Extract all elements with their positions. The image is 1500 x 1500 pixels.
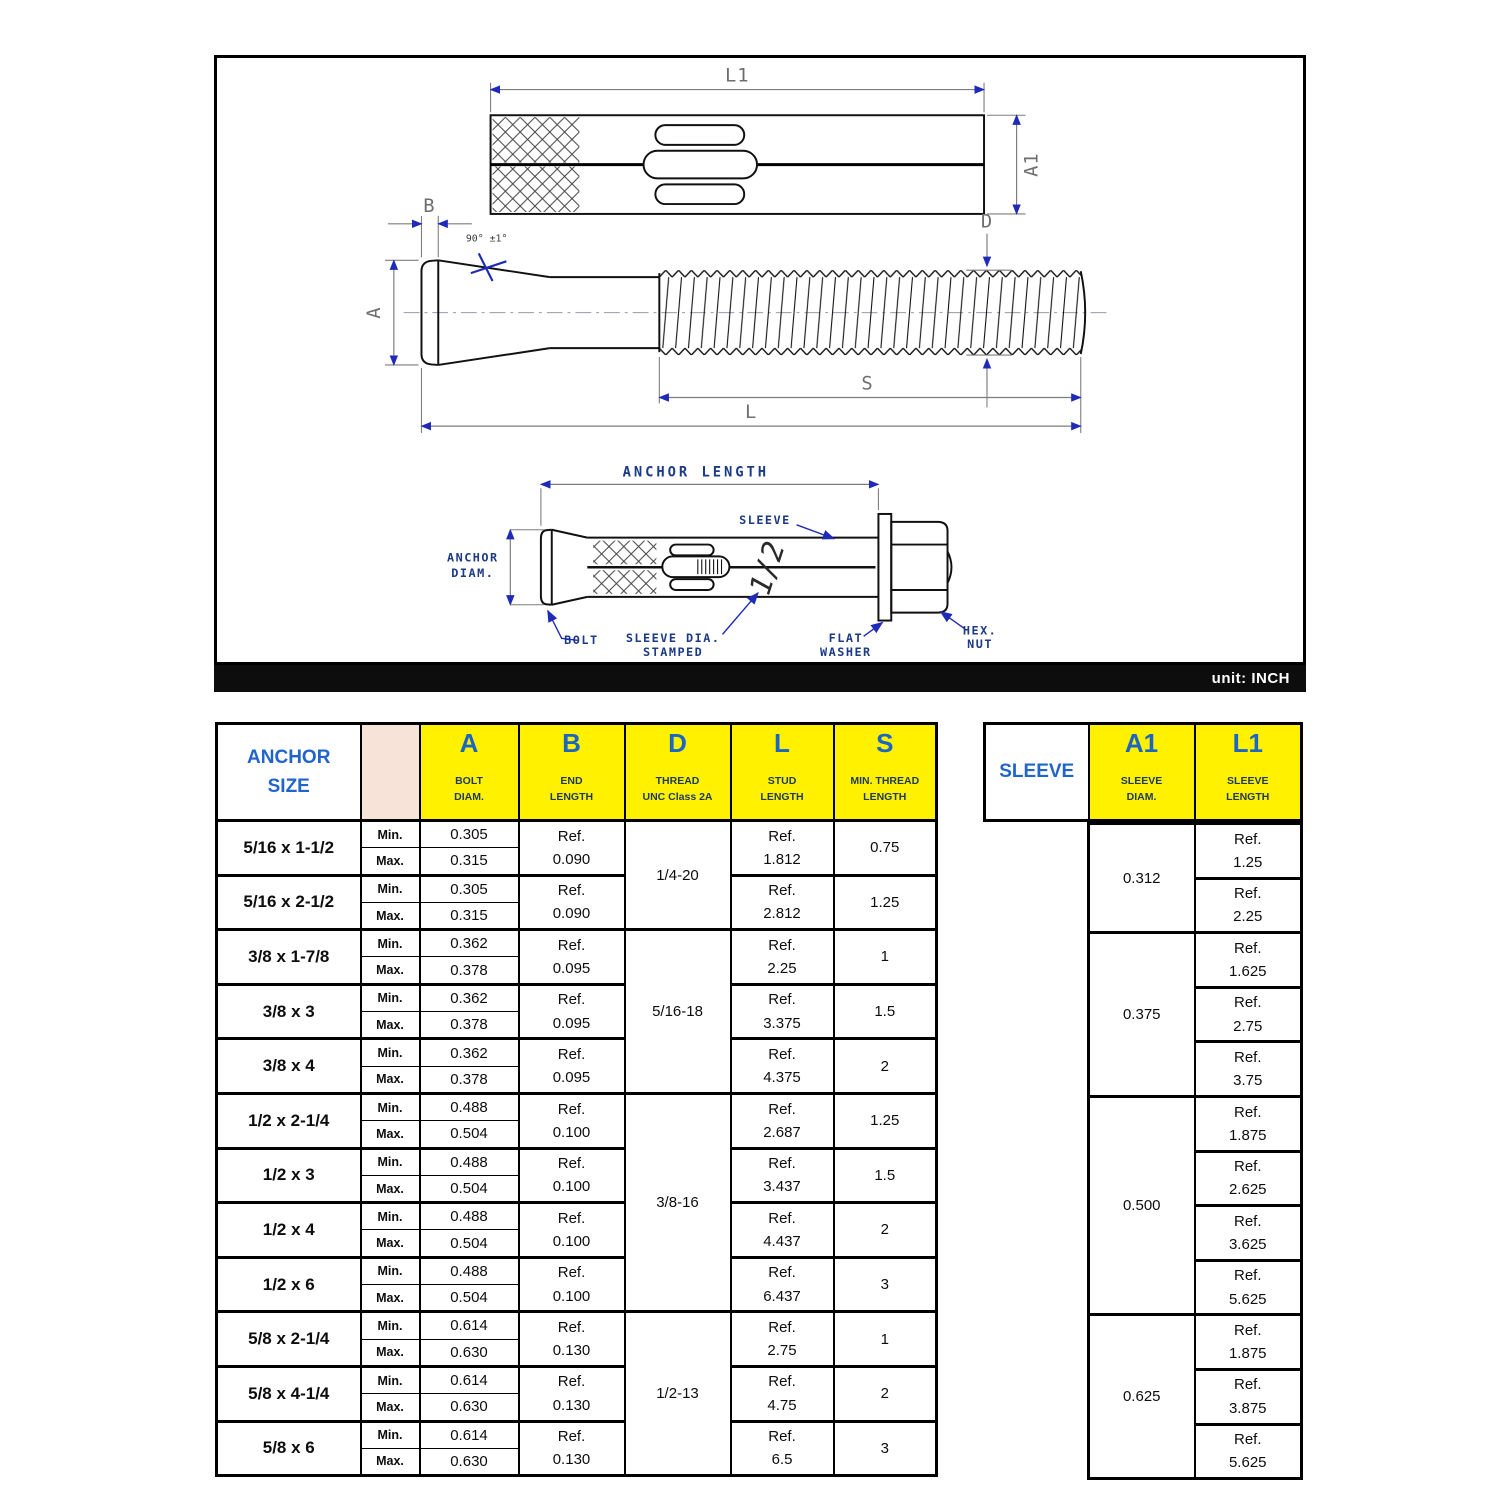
sleeve-length-cell	[1195, 1315, 1302, 1370]
col-sublabel: LENGTH	[1226, 791, 1270, 804]
hex-nut-callout: HEX.	[962, 623, 998, 638]
stud-length-value: 2.687	[763, 1123, 801, 1141]
ref-line: Ref.	[1233, 1212, 1262, 1230]
ref-line: Ref.	[1233, 830, 1262, 848]
stud-length-cell	[731, 1203, 834, 1258]
stud-length-value: 4.375	[763, 1069, 801, 1087]
ref-line: Ref.	[768, 1045, 796, 1063]
flat-washer-callout: FLAT	[828, 631, 864, 646]
sleeve-length-value: 2.625	[1228, 1181, 1267, 1199]
anchor-size-cell: 5/8 x 4-1/4	[217, 1366, 361, 1421]
thread-cell: 3/8-16	[625, 1093, 731, 1311]
bolt-diam-min-value: 0.305	[420, 875, 519, 902]
min-label: Min.	[361, 1039, 420, 1066]
col-sublabel: SLEEVE	[1120, 774, 1163, 787]
dim-label-s: S	[861, 373, 874, 395]
ref-line: Ref.	[1233, 885, 1262, 903]
bolt-diam-min-value: 0.488	[420, 1203, 519, 1230]
bolt-diam-max-value: 0.378	[420, 1012, 519, 1039]
stud-length-value: 3.375	[763, 1014, 801, 1032]
max-label: Max.	[361, 957, 420, 984]
min-thread-length-cell: 3	[834, 1257, 937, 1312]
col-sublabel: MIN. THREAD	[850, 774, 920, 787]
col-letter: A1	[1124, 728, 1159, 758]
ref-line: Ref.	[557, 1318, 586, 1336]
bolt-callout: BOLT	[564, 633, 599, 648]
sleeve-length-value: 3.875	[1228, 1399, 1267, 1417]
min-thread-length-cell: 1	[834, 930, 937, 985]
sleeve-diam-cell: 0.312	[1089, 824, 1195, 933]
end-length-cell	[519, 1421, 625, 1476]
thread-cell: 1/2-13	[625, 1312, 731, 1476]
sleeve-length-value: 2.25	[1233, 908, 1263, 926]
min-label: Min.	[361, 1366, 420, 1393]
ref-line: Ref.	[557, 936, 586, 954]
max-label: Max.	[361, 1012, 420, 1039]
stud-length-value: 2.25	[767, 959, 797, 977]
bolt-diam-min-value: 0.614	[420, 1366, 519, 1393]
angle-annotation: 90° ±1°	[465, 233, 508, 245]
col-sublabel: LENGTH	[760, 791, 804, 804]
anchor-size-cell: 1/2 x 6	[217, 1257, 361, 1312]
sleeve-length-value: 5.625	[1228, 1290, 1267, 1308]
max-label: Max.	[361, 1339, 420, 1366]
dim-label-a1: A1	[1021, 152, 1043, 177]
ref-line: Ref.	[557, 1373, 586, 1391]
bolt-diam-min-value: 0.362	[420, 984, 519, 1011]
bolt-diam-max-value: 0.504	[420, 1121, 519, 1148]
end-length-value: 0.130	[552, 1342, 591, 1360]
end-length-value: 0.130	[552, 1396, 591, 1414]
bolt-diam-min-value: 0.488	[420, 1148, 519, 1175]
col-letter: B	[562, 728, 581, 758]
end-length-value: 0.100	[552, 1232, 591, 1250]
col-sublabel: DIAM.	[454, 791, 484, 804]
dim-label-b: B	[423, 195, 436, 217]
col-header-A	[420, 724, 519, 821]
end-length-cell	[519, 984, 625, 1039]
max-label: Max.	[361, 1121, 420, 1148]
col-sublabel: END	[560, 774, 583, 787]
col-sublabel: THREAD	[655, 774, 700, 787]
stud-length-cell	[731, 1039, 834, 1094]
ref-line: Ref.	[557, 1264, 586, 1282]
ref-line: Ref.	[1233, 1158, 1262, 1176]
bolt-diam-min-value: 0.362	[420, 930, 519, 957]
bolt-diam-min-value: 0.488	[420, 1093, 519, 1120]
sleeve-length-cell	[1195, 878, 1302, 933]
sleeve-length-cell	[1195, 987, 1302, 1042]
ref-line: Ref.	[557, 1155, 586, 1173]
ref-line: Ref.	[768, 991, 796, 1009]
stud-length-value: 6.5	[771, 1451, 793, 1469]
end-length-cell	[519, 1093, 625, 1148]
max-label: Max.	[361, 902, 420, 929]
sleeve-length-value: 1.625	[1228, 962, 1267, 980]
anchor-size-header-line: SIZE	[267, 776, 310, 797]
bolt-diam-max-value: 0.315	[420, 902, 519, 929]
stud-length-cell	[731, 821, 834, 876]
min-thread-length-cell: 1	[834, 1312, 937, 1367]
min-label: Min.	[361, 1203, 420, 1230]
sleeve-diam-cell: 0.500	[1089, 1096, 1195, 1314]
bolt-diam-max-value: 0.378	[420, 1066, 519, 1093]
end-length-cell	[519, 930, 625, 985]
ref-line: Ref.	[768, 1373, 796, 1391]
stud-length-cell	[731, 1312, 834, 1367]
min-label: Min.	[361, 1312, 420, 1339]
min-thread-length-cell: 2	[834, 1203, 937, 1258]
col-sublabel: LENGTH	[549, 791, 594, 804]
anchor-size-cell: 5/16 x 1-1/2	[217, 821, 361, 876]
sleeve-length-cell	[1195, 1260, 1302, 1315]
sleeve-dia-stamp: 1/2	[742, 537, 792, 599]
col-sublabel: BOLT	[455, 774, 483, 787]
anchor-size-cell: 1/2 x 4	[217, 1203, 361, 1258]
bolt-diam-max-value: 0.630	[420, 1339, 519, 1366]
bolt-diam-max-value: 0.504	[420, 1175, 519, 1202]
col-header-L1	[1195, 724, 1302, 821]
col-header-D	[625, 724, 731, 821]
ref-line: Ref.	[768, 1264, 796, 1282]
max-label: Max.	[361, 1285, 420, 1312]
ref-line: Ref.	[1233, 1103, 1262, 1121]
stud-length-cell	[731, 1366, 834, 1421]
end-length-cell	[519, 1312, 625, 1367]
stud-length-value: 4.437	[763, 1232, 801, 1250]
end-length-value: 0.090	[552, 850, 591, 868]
anchor-spec-table	[215, 722, 938, 1477]
ref-line: Ref.	[557, 991, 586, 1009]
min-label: Min.	[361, 875, 420, 902]
min-label: Min.	[361, 930, 420, 957]
anchor-size-cell: 1/2 x 3	[217, 1148, 361, 1203]
technical-drawing-panel	[214, 55, 1306, 665]
sleeve-length-cell	[1195, 1369, 1302, 1424]
dim-label-a: A	[364, 306, 386, 319]
sleeve-header-title: SLEEVE	[999, 761, 1075, 783]
end-length-value: 0.095	[552, 1014, 591, 1032]
min-label: Min.	[361, 1093, 420, 1120]
min-thread-length-cell: 1.5	[834, 984, 937, 1039]
end-length-cell	[519, 1257, 625, 1312]
stud-length-value: 4.75	[767, 1396, 797, 1414]
anchor-spec-table-el	[215, 722, 938, 1477]
end-length-cell	[519, 1148, 625, 1203]
sleeve-body-table	[1087, 822, 1303, 1480]
sleeve-slot	[655, 125, 744, 145]
col-header-L	[731, 724, 834, 821]
sleeve-length-cell	[1195, 1096, 1302, 1151]
max-label: Max.	[361, 1066, 420, 1093]
sleeve-length-cell	[1195, 824, 1302, 879]
ref-line: Ref.	[1233, 994, 1262, 1012]
technical-drawing	[217, 58, 1303, 662]
sleeve-view	[491, 66, 1043, 214]
end-length-value: 0.100	[552, 1123, 591, 1141]
end-length-value: 0.100	[552, 1287, 591, 1305]
knurl-hatch	[493, 117, 580, 162]
max-label: Max.	[361, 1230, 420, 1257]
ref-line: Ref.	[557, 882, 586, 900]
sleeve-length-value: 1.25	[1233, 853, 1263, 871]
bolt-diam-max-value: 0.315	[420, 848, 519, 875]
anchor-size-cell: 1/2 x 2-1/4	[217, 1093, 361, 1148]
ref-line: Ref.	[768, 1100, 796, 1118]
bolt-diam-min-value: 0.614	[420, 1312, 519, 1339]
min-thread-length-cell: 1.25	[834, 1093, 937, 1148]
thread-cell: 1/4-20	[625, 821, 731, 930]
min-label: Min.	[361, 984, 420, 1011]
anchor-size-cell: 5/8 x 6	[217, 1421, 361, 1476]
assembly-view	[447, 464, 997, 659]
col-sublabel: UNC Class 2A	[642, 791, 713, 804]
max-label: Max.	[361, 848, 420, 875]
stud-length-cell	[731, 875, 834, 930]
max-label: Max.	[361, 1448, 420, 1475]
ref-line: Ref.	[768, 1318, 796, 1336]
ref-line: Ref.	[768, 827, 796, 845]
end-length-value: 0.095	[552, 1069, 591, 1087]
min-thread-length-cell: 0.75	[834, 821, 937, 876]
ref-line: Ref.	[557, 1209, 586, 1227]
sleeve-length-value: 1.875	[1228, 1345, 1267, 1363]
bolt-diam-min-value: 0.305	[420, 821, 519, 848]
min-thread-length-cell: 2	[834, 1366, 937, 1421]
svg-text:NUT: NUT	[967, 637, 993, 652]
min-label: Min.	[361, 1421, 420, 1448]
bolt-diam-max-value: 0.630	[420, 1394, 519, 1421]
anchor-size-cell: 3/8 x 3	[217, 984, 361, 1039]
sleeve-length-value: 2.75	[1233, 1017, 1263, 1035]
ref-line: Ref.	[768, 936, 796, 954]
col-letter: A	[459, 728, 479, 758]
sleeve-diam-cell: 0.375	[1089, 933, 1195, 1097]
anchor-length-label: ANCHOR LENGTH	[622, 464, 770, 481]
ref-line: Ref.	[1233, 1431, 1262, 1449]
flat-washer-shape	[878, 514, 891, 621]
stud-length-value: 1.812	[763, 850, 801, 868]
anchor-size-cell: 5/8 x 2-1/4	[217, 1312, 361, 1367]
bolt-diam-max-value: 0.630	[420, 1448, 519, 1475]
sleeve-length-cell	[1195, 933, 1302, 988]
end-length-value: 0.090	[552, 905, 591, 923]
col-sublabel: DIAM.	[1126, 791, 1157, 804]
sleeve-length-value: 5.625	[1228, 1454, 1267, 1472]
ref-line: Ref.	[1233, 1267, 1262, 1285]
ref-line: Ref.	[768, 882, 796, 900]
min-label: Min.	[361, 821, 420, 848]
stud-length-cell	[731, 1421, 834, 1476]
ref-line: Ref.	[557, 827, 586, 845]
anchor-diam-label: ANCHOR	[446, 550, 499, 565]
col-sublabel: STUD	[767, 774, 797, 787]
sleeve-length-cell	[1195, 1151, 1302, 1206]
max-label: Max.	[361, 1394, 420, 1421]
sleeve-spec-table-header	[983, 722, 1303, 822]
minmax-header-cell	[361, 724, 420, 821]
sleeve-length-value: 3.625	[1228, 1235, 1267, 1253]
dim-label-d: D	[980, 211, 994, 233]
ref-line: Ref.	[768, 1428, 796, 1446]
stud-length-value: 2.75	[767, 1342, 797, 1360]
anchor-size-cell: 5/16 x 2-1/2	[217, 875, 361, 930]
ref-line: Ref.	[1233, 1321, 1262, 1339]
col-header-A1	[1089, 724, 1195, 821]
min-thread-length-cell: 1.5	[834, 1148, 937, 1203]
ref-line: Ref.	[1233, 1376, 1262, 1394]
min-thread-length-cell: 2	[834, 1039, 937, 1094]
sleeve-length-cell	[1195, 1042, 1302, 1097]
thread-cell: 5/16-18	[625, 930, 731, 1094]
ref-line: Ref.	[557, 1045, 586, 1063]
stud-length-value: 2.812	[763, 905, 801, 923]
unit-bar	[214, 665, 1306, 692]
bolt-diam-max-value: 0.504	[420, 1230, 519, 1257]
thread-section	[659, 270, 1080, 355]
anchor-size-cell: 3/8 x 1-7/8	[217, 930, 361, 985]
svg-text:DIAM.: DIAM.	[451, 566, 495, 581]
anchor-size-header	[217, 724, 361, 821]
stud-length-value: 6.437	[763, 1287, 801, 1305]
ref-line: Ref.	[1233, 1048, 1262, 1066]
sleeve-length-value: 1.875	[1228, 1126, 1267, 1144]
bolt-diam-min-value: 0.614	[420, 1421, 519, 1448]
end-length-cell	[519, 1039, 625, 1094]
min-thread-length-cell: 1.25	[834, 875, 937, 930]
svg-text:WASHER: WASHER	[820, 645, 872, 660]
sleeve-header	[985, 724, 1089, 821]
col-letter: L1	[1232, 728, 1263, 758]
sleeve-dia-stamped-callout: SLEEVE DIA.	[625, 631, 721, 646]
bolt-diam-max-value: 0.378	[420, 957, 519, 984]
sleeve-length-cell	[1195, 1424, 1302, 1479]
col-letter: S	[876, 728, 894, 758]
min-label: Min.	[361, 1257, 420, 1284]
ref-line: Ref.	[768, 1155, 796, 1173]
dim-label-l: L	[744, 402, 758, 424]
end-length-cell	[519, 875, 625, 930]
ref-line: Ref.	[557, 1100, 586, 1118]
svg-text:STAMPED: STAMPED	[643, 645, 704, 660]
unit-label: unit: INCH	[1211, 670, 1290, 687]
stud-length-cell	[731, 1257, 834, 1312]
bolt-diam-max-value: 0.504	[420, 1285, 519, 1312]
sleeve-spec-table-body	[1087, 822, 1303, 1480]
col-sublabel: LENGTH	[863, 791, 907, 804]
stud-length-cell	[731, 1093, 834, 1148]
anchor-size-cell: 3/8 x 4	[217, 1039, 361, 1094]
end-length-cell	[519, 821, 625, 876]
col-sublabel: SLEEVE	[1227, 774, 1269, 787]
anchor-size-header-line: ANCHOR	[247, 746, 331, 768]
col-header-B	[519, 724, 625, 821]
bolt-diam-min-value: 0.362	[420, 1039, 519, 1066]
end-length-cell	[519, 1203, 625, 1258]
min-label: Min.	[361, 1148, 420, 1175]
sleeve-length-value: 3.75	[1233, 1072, 1263, 1090]
dim-label-l1: L1	[725, 65, 750, 87]
col-header-S	[834, 724, 937, 821]
max-label: Max.	[361, 1175, 420, 1202]
ref-line: Ref.	[768, 1209, 796, 1227]
stud-length-cell	[731, 930, 834, 985]
col-letter: D	[668, 728, 687, 758]
sleeve-callout: SLEEVE	[739, 512, 791, 527]
stud-length-cell	[731, 1148, 834, 1203]
bolt-view	[364, 196, 1107, 433]
end-length-cell	[519, 1366, 625, 1421]
stud-length-value: 3.437	[763, 1178, 801, 1196]
stud-length-cell	[731, 984, 834, 1039]
sleeve-header-table	[983, 722, 1303, 822]
end-length-value: 0.130	[552, 1451, 591, 1469]
ref-line: Ref.	[1233, 939, 1262, 957]
hex-nut-shape	[891, 522, 947, 613]
end-length-value: 0.100	[552, 1178, 591, 1196]
end-length-value: 0.095	[552, 959, 591, 977]
ref-line: Ref.	[557, 1428, 586, 1446]
sleeve-length-cell	[1195, 1206, 1302, 1261]
bolt-diam-min-value: 0.488	[420, 1257, 519, 1284]
col-letter: L	[774, 728, 790, 758]
sleeve-diam-cell: 0.625	[1089, 1315, 1195, 1479]
min-thread-length-cell: 3	[834, 1421, 937, 1476]
